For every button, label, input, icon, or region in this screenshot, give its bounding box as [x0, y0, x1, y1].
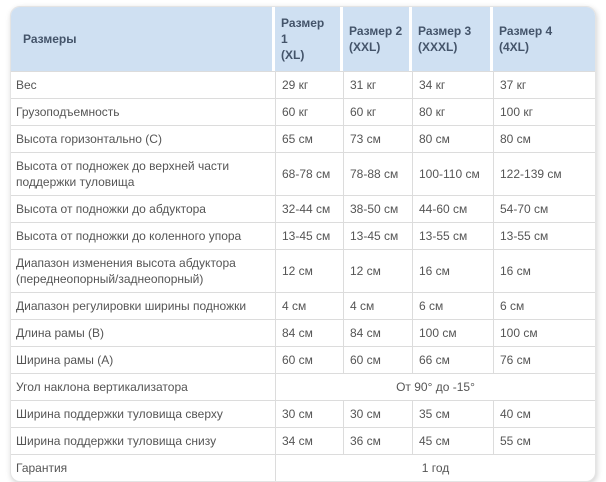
cell-value: 13-55 см — [412, 222, 493, 249]
cell-value: 60 кг — [275, 98, 343, 125]
cell-value: 100 кг — [493, 98, 595, 125]
cell-value: 100 см — [412, 319, 493, 346]
row-label: Ширина поддержки туловища снизу — [11, 427, 275, 454]
cell-value: 6 см — [493, 292, 595, 319]
table-row-horizontal-height — [11, 125, 595, 152]
row-label: Ширина рамы (A) — [11, 346, 275, 373]
cell-value: 80 см — [412, 125, 493, 152]
row-label: Ширина поддержки туловища сверху — [11, 400, 275, 427]
size-2-code: (XXL) — [349, 40, 381, 54]
column-header-params: Размеры — [11, 7, 275, 71]
cell-value: 37 кг — [493, 71, 595, 98]
size-1-code: (XL) — [281, 48, 305, 62]
cell-value: 13-45 см — [275, 222, 343, 249]
cell-value: 12 см — [275, 249, 343, 292]
row-label: Высота от подножки до абдуктора — [11, 195, 275, 222]
size-3-code: (XXXL) — [418, 40, 458, 54]
cell-value-merged: 1 год — [275, 454, 595, 481]
row-label: Угол наклона вертикализатора — [11, 373, 275, 400]
cell-value: 40 см — [493, 400, 595, 427]
cell-value: 6 см — [412, 292, 493, 319]
cell-value: 66 см — [412, 346, 493, 373]
cell-value: 80 см — [493, 125, 595, 152]
cell-value: 30 см — [275, 400, 343, 427]
cell-value: 68-78 см — [275, 152, 343, 195]
cell-value: 34 кг — [412, 71, 493, 98]
row-label: Гарантия — [11, 454, 275, 481]
row-label: Высота от подножек до верхней части поддержки туловища — [11, 152, 275, 195]
table-row-warranty — [11, 454, 595, 481]
cell-value: 84 см — [275, 319, 343, 346]
cell-value: 30 см — [343, 400, 412, 427]
cell-value: 54-70 см — [493, 195, 595, 222]
column-header-size-4 — [493, 7, 595, 71]
cell-value: 13-55 см — [493, 222, 595, 249]
row-label: Грузоподъемность — [11, 98, 275, 125]
cell-value: 100-110 см — [412, 152, 493, 195]
cell-value: 60 см — [343, 346, 412, 373]
cell-value: 55 см — [493, 427, 595, 454]
table-row-footrest-to-torso-support — [11, 152, 595, 195]
size-3-title: Размер 3 — [418, 24, 472, 38]
row-label: Диапазон изменения высота абдуктора (переднеопорный/заднеопорный) — [11, 249, 275, 292]
cell-value: 16 см — [493, 249, 595, 292]
row-label: Вес — [11, 71, 275, 98]
table-row-weight — [11, 71, 595, 98]
cell-value-merged: От 90° до -15° — [275, 373, 595, 400]
header-row — [11, 7, 595, 71]
cell-value: 60 кг — [343, 98, 412, 125]
table-row-footrest-to-knee-support — [11, 222, 595, 249]
cell-value: 16 см — [412, 249, 493, 292]
table-row-abductor-height-range — [11, 249, 595, 292]
cell-value: 45 см — [412, 427, 493, 454]
cell-value: 44-60 см — [412, 195, 493, 222]
cell-value: 60 см — [275, 346, 343, 373]
column-header-size-1 — [275, 7, 343, 71]
cell-value: 84 см — [343, 319, 412, 346]
cell-value: 31 кг — [343, 71, 412, 98]
cell-value: 80 кг — [412, 98, 493, 125]
column-header-size-2 — [343, 7, 412, 71]
size-4-title: Размер 4 — [499, 24, 553, 38]
cell-value: 4 см — [343, 292, 412, 319]
table-header — [11, 7, 595, 71]
cell-value: 36 см — [343, 427, 412, 454]
cell-value: 34 см — [275, 427, 343, 454]
cell-value: 122-139 см — [493, 152, 595, 195]
table-row-frame-length — [11, 319, 595, 346]
cell-value: 32-44 см — [275, 195, 343, 222]
size-2-title: Размер 2 — [349, 24, 403, 38]
cell-value: 13-45 см — [343, 222, 412, 249]
table-row-tilt-angle — [11, 373, 595, 400]
table-row-frame-width — [11, 346, 595, 373]
row-label: Диапазон регулировки ширины подножки — [11, 292, 275, 319]
row-label: Высота горизонтально (С) — [11, 125, 275, 152]
cell-value: 78-88 см — [343, 152, 412, 195]
table-row-torso-support-width-top — [11, 400, 595, 427]
cell-value: 4 см — [275, 292, 343, 319]
cell-value: 12 см — [343, 249, 412, 292]
table-row-footrest-width-range — [11, 292, 595, 319]
row-label: Высота от подножки до коленного упора — [11, 222, 275, 249]
row-label: Длина рамы (B) — [11, 319, 275, 346]
cell-value: 38-50 см — [343, 195, 412, 222]
cell-value: 29 кг — [275, 71, 343, 98]
column-header-size-3 — [412, 7, 493, 71]
table-row-footrest-to-abductor — [11, 195, 595, 222]
spec-table-card — [10, 6, 596, 482]
cell-value: 65 см — [275, 125, 343, 152]
cell-value: 73 см — [343, 125, 412, 152]
cell-value: 76 см — [493, 346, 595, 373]
cell-value: 100 см — [493, 319, 595, 346]
table-row-torso-support-width-bottom — [11, 427, 595, 454]
size-1-title: Размер 1 — [281, 16, 325, 46]
table-row-load-capacity — [11, 98, 595, 125]
size-4-code: (4XL) — [499, 40, 529, 54]
table-body — [11, 71, 595, 481]
cell-value: 35 см — [412, 400, 493, 427]
spec-table — [11, 7, 595, 481]
